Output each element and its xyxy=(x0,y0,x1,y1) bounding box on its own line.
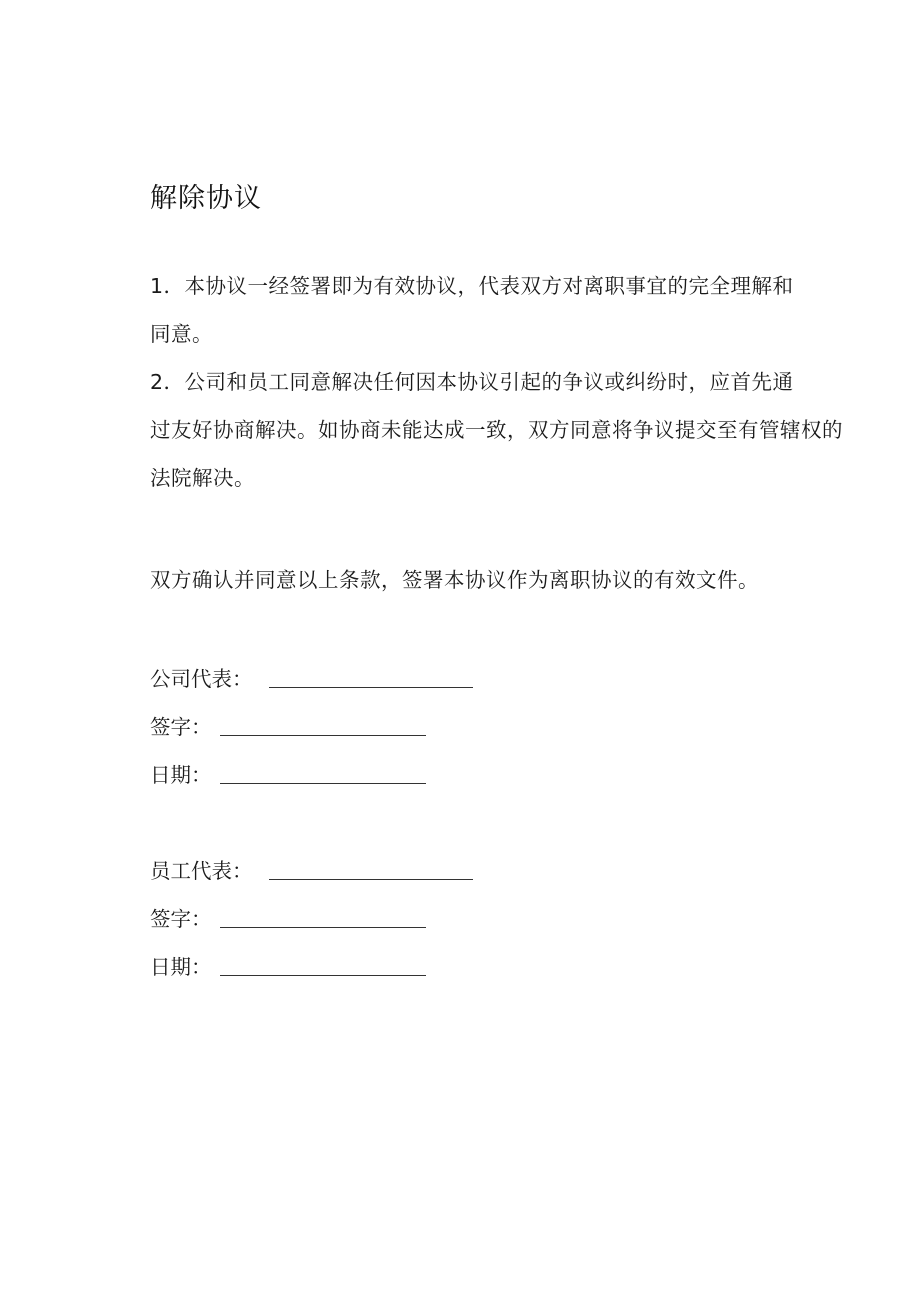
employee-representative-blank[interactable] xyxy=(269,878,473,880)
employee-representative-label: 员工代表： xyxy=(150,859,253,883)
employee-date-label: 日期： xyxy=(150,955,212,979)
confirmation-text: 双方确认并同意以上条款，签署本协议作为离职协议的有效文件。 xyxy=(150,568,759,592)
clause-2-line-2: 过友好协商解决。如协商未能达成一致，双方同意将争议提交至有管辖权的 xyxy=(150,418,843,442)
company-signature-label: 签字： xyxy=(150,715,212,739)
employee-date-blank[interactable] xyxy=(220,974,426,976)
company-date-label: 日期： xyxy=(150,763,212,787)
clause-1 xyxy=(150,262,830,358)
company-representative-row xyxy=(150,662,473,692)
company-date-row xyxy=(150,758,426,788)
employee-representative-row xyxy=(150,854,473,884)
company-signature-blank[interactable] xyxy=(220,734,426,736)
employee-signature-row xyxy=(150,902,426,932)
clause-2-line-1: 2．公司和员工同意解决任何因本协议引起的争议或纠纷时，应首先通 xyxy=(150,370,794,394)
employee-signature-blank[interactable] xyxy=(220,926,426,928)
company-representative-label: 公司代表： xyxy=(150,667,253,691)
employee-signature-label: 签字： xyxy=(150,907,212,931)
clause-2 xyxy=(150,358,843,502)
clause-1-line-2: 同意。 xyxy=(150,322,213,346)
clause-2-line-3: 法院解决。 xyxy=(150,466,255,490)
document-title: 解除协议 xyxy=(150,183,262,214)
company-date-blank[interactable] xyxy=(220,782,426,784)
confirmation-statement xyxy=(150,556,830,604)
company-signature-row xyxy=(150,710,426,740)
employee-date-row xyxy=(150,950,426,980)
clause-1-line-1: 1．本协议一经签署即为有效协议，代表双方对离职事宜的完全理解和 xyxy=(150,274,794,298)
company-representative-blank[interactable] xyxy=(269,686,473,688)
